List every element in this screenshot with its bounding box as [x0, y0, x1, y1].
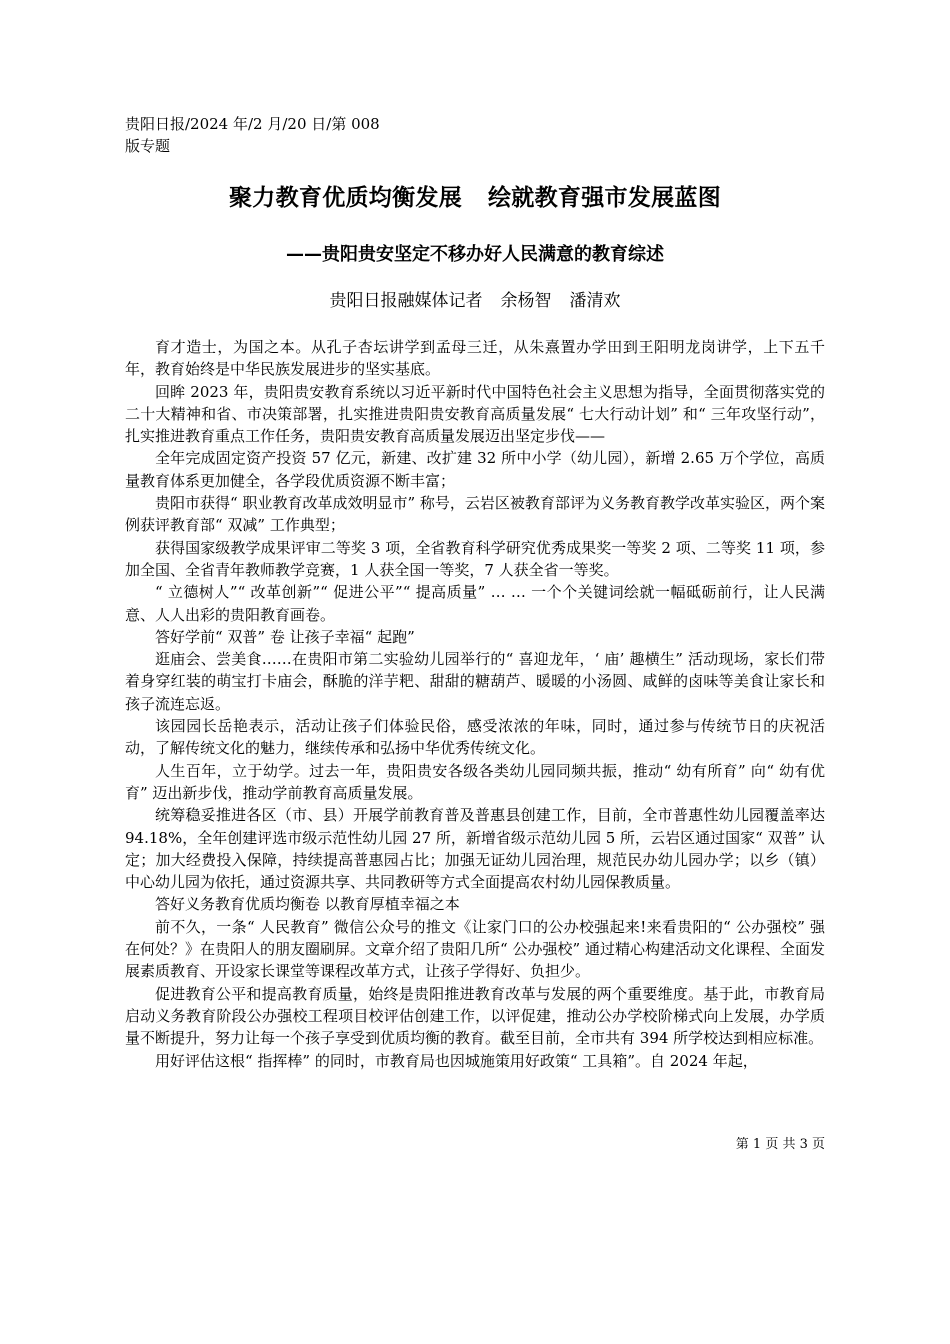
paragraph: 贵阳市获得“ 职业教育改革成效明显市” 称号，云岩区被教育部评为义务教育教学改革实验区，两个案例获评教育部“ 双减” 工作典型；	[125, 494, 825, 535]
article-body	[125, 336, 825, 1072]
paragraph: “ 立德树人”“ 改革创新”“ 促进公平”“ 提高质量” … … 一个个关键词绘就一幅砥砺前行，让人民满意、人人出彩的贵阳教育画卷。	[125, 583, 825, 624]
paragraph: 用好评估这根“ 指挥棒” 的同时，市教育局也因城施策用好政策“ 工具箱”。自 2024 年起，	[155, 1051, 758, 1070]
paragraph: 促进教育公平和提高教育质量，始终是贵阳推进教育改革与发展的两个重要维度。基于此，市教育局启动义务教育阶段公办强校工程项目校评估创建工作，以评促建，推动公办学校阶梯式向上发展，办学质量不断提升，努力让每一个孩子享受到优质均衡的教育。截至目前，全市共有 394 所学校达到相应标准。	[125, 984, 825, 1048]
source-line-1: 贵阳日报/2024 年/2 月/20 日/第 008	[125, 115, 380, 133]
paragraph: 该园园长岳艳表示，活动让孩子们体验民俗，感受浓浓的年味，同时，通过参与传统节日的庆祝活动，了解传统文化的魅力，继续传承和弘扬中华优秀传统文化。	[125, 717, 825, 758]
byline-org: 贵阳日报融媒体记者	[329, 291, 483, 311]
article-title	[0, 182, 950, 214]
paragraph: 获得国家级教学成果评审二等奖 3 项，全省教育科学研究优秀成果奖一等奖 2 项、二等奖 11 项，参加全国、全省青年教师教学竞赛，1 人获全国一等奖，7 人获全省一等奖。	[125, 538, 825, 579]
article-subtitle: ——贵阳贵安坚定不移办好人民满意的教育综述	[286, 244, 664, 265]
byline-author-2: 潘清欢	[569, 291, 621, 311]
page-footer: 第 1 页 共 3 页	[735, 1137, 825, 1152]
paragraph: 回眸 2023 年，贵阳贵安教育系统以习近平新时代中国特色社会主义思想为指导，全面贯彻落实党的二十大精神和省、市决策部署，扎实推进贵阳贵安教育高质量发展“ 七大行动计划” 和“ 三年攻坚行动”，扎实推进教育重点工作任务，贵阳贵安教育高质量发展迈出坚定步伐——	[125, 382, 825, 446]
section-heading: 答好义务教育优质均衡卷 以教育厚植幸福之本	[155, 895, 460, 914]
paragraph: 育才造士，为国之本。从孔子杏坛讲学到孟母三迁，从朱熹置办学田到王阳明龙岗讲学，上下五千年，教育始终是中华民族发展进步的坚实基底。	[125, 338, 825, 379]
title-part-2: 绘就教育强市发展蓝图	[488, 185, 721, 211]
title-part-1: 聚力教育优质均衡发展	[229, 185, 462, 211]
byline	[0, 287, 950, 315]
section-heading: 答好学前“ 双普” 卷 让孩子幸福“ 起跑”	[155, 627, 415, 646]
source-info	[125, 113, 395, 157]
byline-author-1: 余杨智	[500, 291, 552, 311]
paragraph: 逛庙会、尝美食……在贵阳市第二实验幼儿园举行的“ 喜迎龙年，‘ 庙’ 趣横生” 活动现场，家长们带着身穿红装的萌宝打卡庙会，酥脆的洋芋粑、甜甜的糖葫芦、暖暖的小汤圆、咸鲜的卤味等美食让家长和孩子流连忘返。	[125, 650, 825, 713]
paragraph: 统筹稳妥推进各区（市、县）开展学前教育普及普惠县创建工作，目前，全市普惠性幼儿园覆盖率达 94.18%，全年创建评选市级示范性幼儿园 27 所，新增省级示范幼儿园 5 所，云岩区通过国家“ 双普” 认定；加大经费投入保障，持续提高普惠园占比；加强无证幼儿园治理，规范民办幼儿园办学；以乡（镇）中心幼儿园为依托，通过资源共享、共同教研等方式全面提高农村幼儿园保教质量。	[125, 806, 825, 892]
paragraph: 前不久，一条“ 人民教育” 微信公众号的推文《让家门口的公办校强起来!来看贵阳的“ 公办强校” 强在何处？》在贵阳人的朋友圈刷屏。文章介绍了贵阳几所“ 公办强校” 通过精心构建活动文化课程、全面发展素质教育、开设家长课堂等课程改革方式，让孩子学得好、负担少。	[125, 917, 825, 981]
paragraph: 全年完成固定资产投资 57 亿元，新建、改扩建 32 所中小学（幼儿园），新增 2.65 万个学位，高质量教育体系更加健全，各学段优质资源不断丰富；	[125, 449, 825, 490]
paragraph: 人生百年，立于幼学。过去一年，贵阳贵安各级各类幼儿园同频共振，推动“ 幼有所育” 向“ 幼有优育” 迈出新步伐，推动学前教育高质量发展。	[125, 761, 825, 802]
source-line-2: 版专题	[125, 137, 171, 155]
